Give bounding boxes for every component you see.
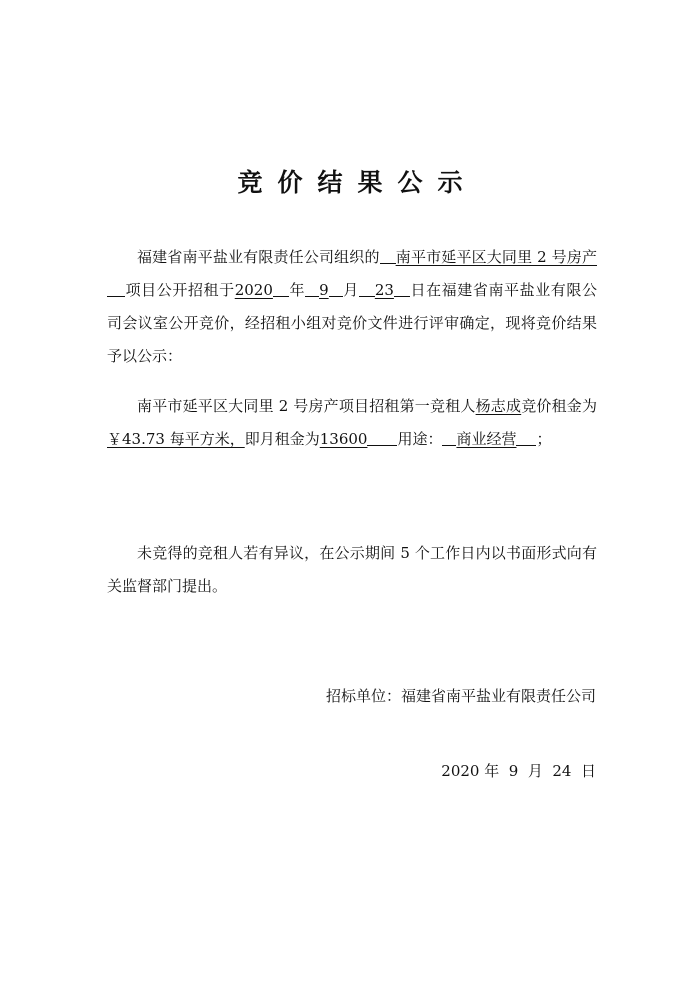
- document-title: 竞价结果公示: [237, 168, 478, 197]
- issuer-line: 招标单位：福建省南平盐业有限责任公司: [325, 687, 596, 705]
- monthly-rent: 13600: [319, 430, 368, 448]
- paragraph-auction-info: [107, 241, 597, 373]
- text-use-label: 用途：: [397, 430, 443, 448]
- underline-blank: [107, 281, 125, 297]
- underline-blank: [516, 430, 536, 446]
- text-month: 月: [342, 281, 359, 299]
- underline-blank: [329, 281, 343, 297]
- auction-day: 23: [374, 281, 394, 299]
- underline-blank: [367, 430, 397, 446]
- underline-blank: [273, 281, 289, 297]
- paragraph-objection: 未竞得的竞租人若有异议，在公示期间 5 个工作日内以书面形式向有关监督部门提出。: [107, 544, 597, 595]
- project-name: 南平市延平区大同里 2 号房产: [395, 248, 597, 266]
- text-monthly-label: 即月租金为: [244, 430, 320, 448]
- auction-month: 9: [319, 281, 329, 299]
- unit-price: ￥43.73 每平方米，: [107, 430, 245, 448]
- paragraph-result: [107, 390, 597, 456]
- underline-blank: [442, 430, 456, 446]
- text-year: 年: [288, 281, 306, 299]
- underline-blank: [359, 281, 375, 297]
- text-price-label: 竞价租金为: [521, 397, 597, 415]
- underline-blank: [380, 248, 396, 264]
- text-semicolon: ；: [536, 430, 552, 448]
- text-venue: 日在福建省南平盐业有限公司会议室公开竞价，经招租小组对竞价文件进行评审确定，现将竞价结果予以公示：: [107, 281, 597, 365]
- text-winner-label: 南平市延平区大同里 2 号房产项目招租第一竞租人: [137, 397, 476, 415]
- issue-date: 2020 年 9 月 24 日: [441, 762, 596, 780]
- auction-year: 2020: [234, 281, 273, 299]
- text-auction-time: 项目公开招租于: [125, 281, 235, 299]
- winner-name: 杨志成: [475, 397, 522, 415]
- usage-type: 商业经营: [456, 430, 517, 448]
- text-organizer: 福建省南平盐业有限责任公司组织的: [137, 248, 380, 266]
- underline-blank: [394, 281, 410, 297]
- underline-blank: [305, 281, 319, 297]
